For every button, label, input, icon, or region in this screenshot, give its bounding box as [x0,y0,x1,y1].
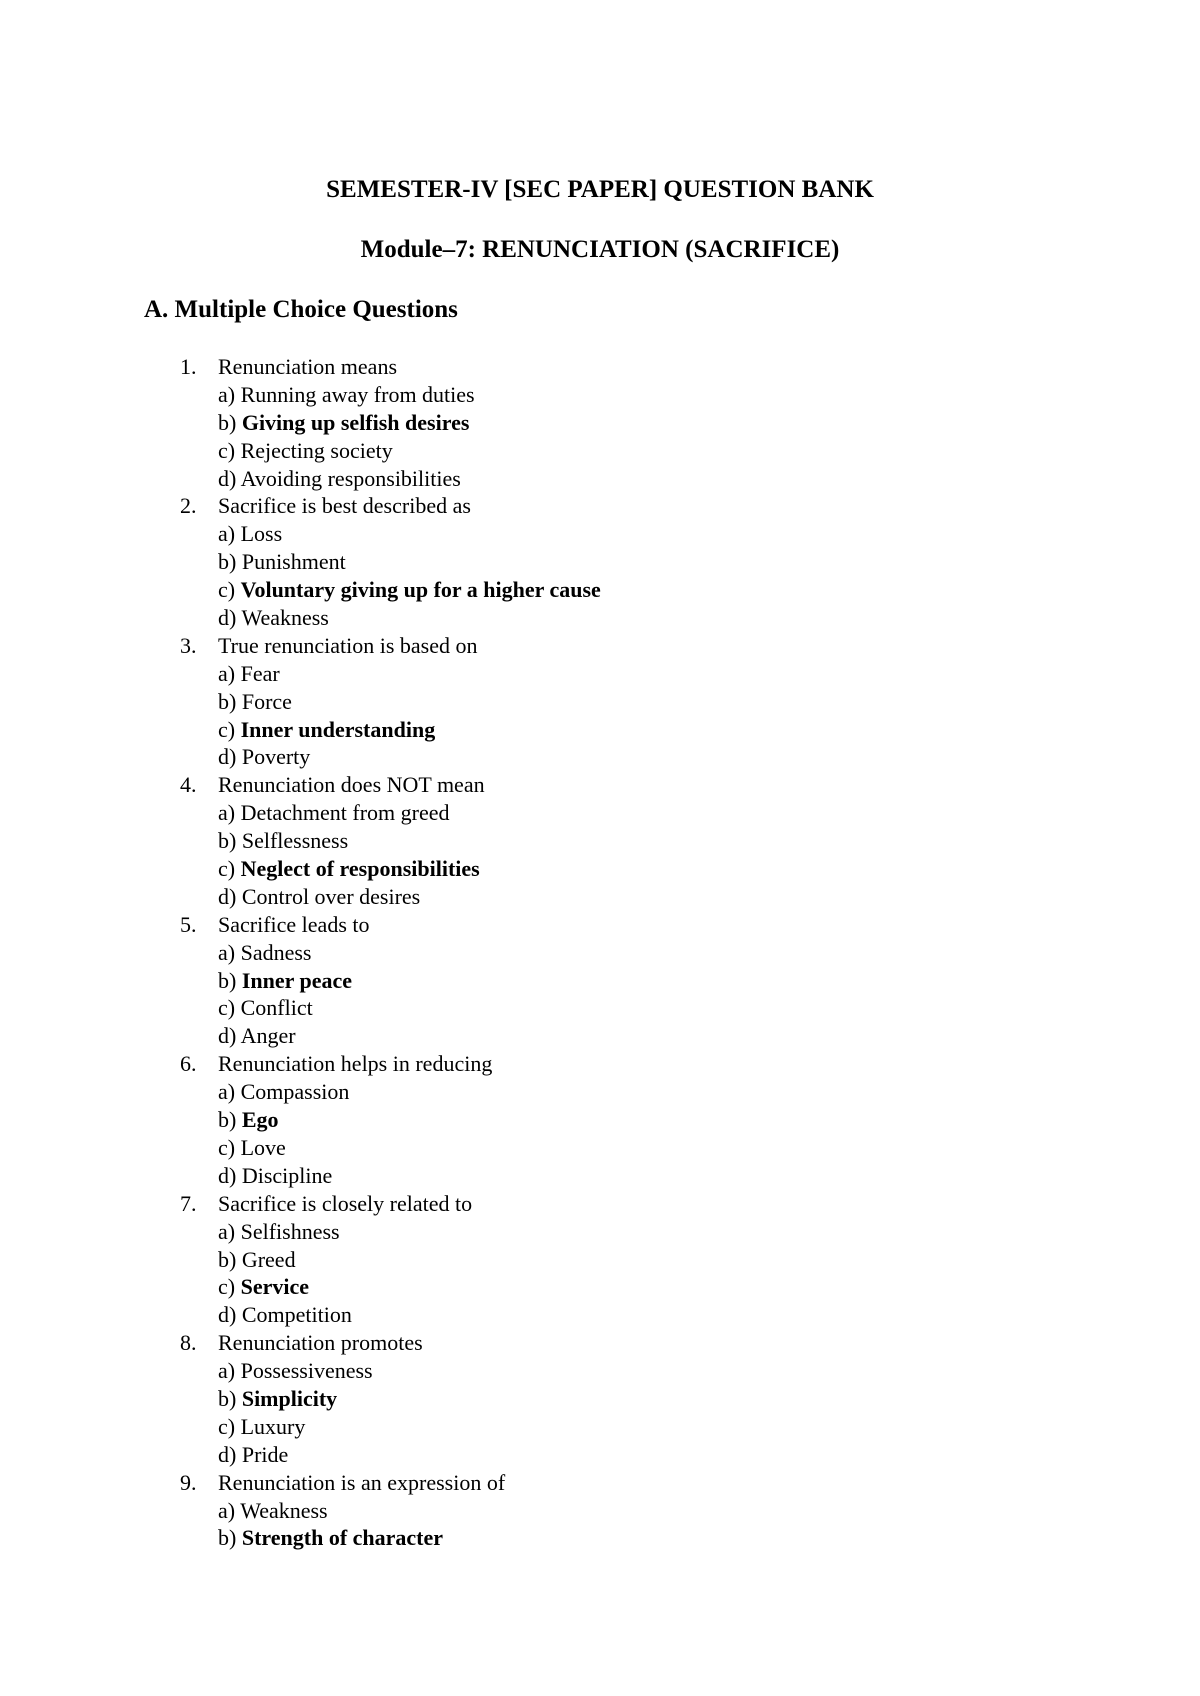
option-content [218,1357,373,1385]
answer-option [0,883,1200,911]
question-number: 5. [180,911,197,937]
answer-option [0,1413,1200,1441]
answer-option [0,576,1200,604]
option-text: Fear [240,660,280,686]
answer-option [0,688,1200,716]
question-item [0,1469,1200,1553]
option-content [218,409,469,437]
option-letter: b) [218,688,242,714]
question-item [0,492,1200,631]
correct-option-text: Inner peace [241,967,353,993]
answer-option [0,1301,1200,1329]
option-text: Competition [241,1302,352,1328]
question-text: Sacrifice is best described as [218,493,471,519]
question-item [0,771,1200,910]
answer-option [0,1357,1200,1385]
question-text: Renunciation helps in reducing [218,1051,493,1077]
question-number: 3. [180,632,197,658]
option-letter: b) [218,1385,242,1411]
option-letter: a) [218,1497,241,1523]
option-content [218,799,450,827]
option-content [218,1497,328,1525]
answer-option [0,967,1200,995]
option-letter: b) [218,1246,242,1272]
option-content [218,1273,309,1301]
option-letter: a) [218,939,241,965]
question-number: 9. [180,1469,197,1495]
option-letter: b) [218,828,242,854]
option-text: Pride [241,1441,289,1467]
answer-option [0,409,1200,437]
option-text: Love [240,1134,286,1160]
option-content [218,967,352,995]
option-text: Weakness [241,605,329,631]
question-item [0,911,1200,1050]
option-letter: c) [218,1413,241,1439]
answer-option [0,1497,1200,1525]
answer-option [0,1022,1200,1050]
option-letter: b) [218,1107,242,1133]
answer-option [0,716,1200,744]
question-item [0,1190,1200,1329]
option-content [218,1441,288,1469]
answer-option [0,1134,1200,1162]
option-letter: d) [218,1302,242,1328]
option-content [218,660,280,688]
option-letter: c) [218,577,241,603]
answer-option [0,660,1200,688]
option-letter: d) [218,883,242,909]
option-text: Possessiveness [240,1358,373,1384]
answer-option [0,1218,1200,1246]
question-item [0,1329,1200,1468]
document-title: SEMESTER-IV [SEC PAPER] QUESTION BANK [326,176,874,203]
option-letter: d) [218,1023,241,1049]
option-text: Luxury [240,1413,306,1439]
question-stem [0,771,1200,799]
option-content [218,1134,286,1162]
answer-option [0,1524,1200,1552]
option-text: Detachment from greed [240,800,450,826]
correct-option-text: Simplicity [241,1385,338,1411]
option-content [218,576,601,604]
option-text: Punishment [241,549,346,575]
answer-option [0,1078,1200,1106]
question-number: 1. [180,354,197,379]
question-stem [0,1050,1200,1078]
option-content [218,1078,349,1106]
option-content [218,520,282,548]
option-text: Sadness [240,939,312,965]
answer-option [0,994,1200,1022]
option-content [218,743,310,771]
question-stem [0,632,1200,660]
answer-option [0,381,1200,409]
answer-option [0,604,1200,632]
option-letter: a) [218,660,241,686]
option-content [218,604,329,632]
question-item [0,353,1200,492]
option-content [218,883,420,911]
question-text: Sacrifice leads to [218,911,370,937]
answer-option [0,799,1200,827]
question-number: 2. [180,493,197,519]
option-content [218,994,313,1022]
option-text: Discipline [241,1162,333,1188]
question-number: 4. [180,772,197,798]
option-letter: c) [218,995,241,1021]
correct-option-text: Neglect of responsibilities [240,856,480,882]
question-item [0,1050,1200,1189]
question-stem [0,911,1200,939]
option-letter: a) [218,1218,241,1244]
option-text: Force [241,688,292,714]
option-content [218,827,348,855]
correct-option-text: Voluntary giving up for a higher cause [240,577,601,603]
option-letter: a) [218,1358,241,1384]
option-text: Running away from duties [240,381,475,407]
answer-option [0,1162,1200,1190]
question-stem [0,492,1200,520]
option-content [218,548,346,576]
answer-option [0,939,1200,967]
question-text: Renunciation promotes [218,1330,423,1356]
option-text: Greed [241,1246,296,1272]
answer-option [0,743,1200,771]
option-letter: b) [218,1525,242,1551]
question-number: 7. [180,1190,197,1216]
correct-option-text: Strength of character [241,1525,444,1551]
option-content [218,1413,305,1441]
option-content [218,1385,337,1413]
option-content [218,1218,340,1246]
question-text: True renunciation is based on [218,632,478,658]
option-content [218,716,435,744]
option-content [218,1106,279,1134]
option-letter: d) [218,744,242,770]
correct-option-text: Inner understanding [240,716,436,742]
question-text: Renunciation does NOT mean [218,772,485,798]
option-text: Poverty [241,744,311,770]
correct-option-text: Service [240,1274,309,1300]
option-letter: a) [218,800,241,826]
option-letter: a) [218,1079,241,1105]
question-stem [0,1329,1200,1357]
option-text: Rejecting society [240,437,393,463]
question-number: 6. [180,1051,197,1077]
question-text: Renunciation means [218,354,398,379]
answer-option [0,1106,1200,1134]
option-content [218,939,311,967]
option-letter: b) [218,409,242,435]
answer-option [0,827,1200,855]
option-content [218,465,461,493]
option-content [218,1162,332,1190]
correct-option-text: Ego [241,1107,279,1133]
answer-option [0,855,1200,883]
option-content [218,1524,443,1552]
option-content [218,855,480,883]
question-item [0,632,1200,771]
answer-option [0,465,1200,493]
option-letter: c) [218,716,241,742]
option-letter: b) [218,549,242,575]
option-text: Selflessness [241,828,349,854]
question-text: Sacrifice is closely related to [218,1190,473,1216]
option-letter: a) [218,381,241,407]
option-letter: c) [218,856,241,882]
question-stem [0,1469,1200,1497]
option-content [218,381,475,409]
option-letter: d) [218,1162,242,1188]
option-text: Compassion [240,1079,350,1105]
answer-option [0,1246,1200,1274]
answer-option [0,1385,1200,1413]
option-text: Weakness [240,1497,328,1523]
answer-option [0,1441,1200,1469]
option-letter: c) [218,437,241,463]
answer-option [0,1273,1200,1301]
question-stem [0,1190,1200,1218]
option-content [218,688,292,716]
option-text: Avoiding responsibilities [240,465,461,491]
option-text: Selfishness [240,1218,340,1244]
answer-option [0,548,1200,576]
module-title: Module–7: RENUNCIATION (SACRIFICE) [360,236,840,263]
question-stem [0,353,1200,381]
answer-option [0,437,1200,465]
option-content [218,1246,296,1274]
option-letter: c) [218,1274,241,1300]
correct-option-text: Giving up selfish desires [241,409,470,435]
option-text: Anger [240,1023,296,1049]
option-letter: b) [218,967,242,993]
answer-option [0,520,1200,548]
option-letter: d) [218,1441,242,1467]
option-text: Loss [240,521,283,547]
option-letter: d) [218,605,242,631]
option-content [218,1022,296,1050]
option-text: Conflict [240,995,313,1021]
option-content [218,1301,352,1329]
option-text: Control over desires [241,883,421,909]
question-list [0,353,1200,1552]
option-letter: a) [218,521,241,547]
option-content [218,437,393,465]
option-letter: c) [218,1134,241,1160]
section-heading: A. Multiple Choice Questions [144,296,458,323]
option-letter: d) [218,465,241,491]
question-text: Renunciation is an expression of [218,1469,506,1495]
question-number: 8. [180,1330,197,1356]
